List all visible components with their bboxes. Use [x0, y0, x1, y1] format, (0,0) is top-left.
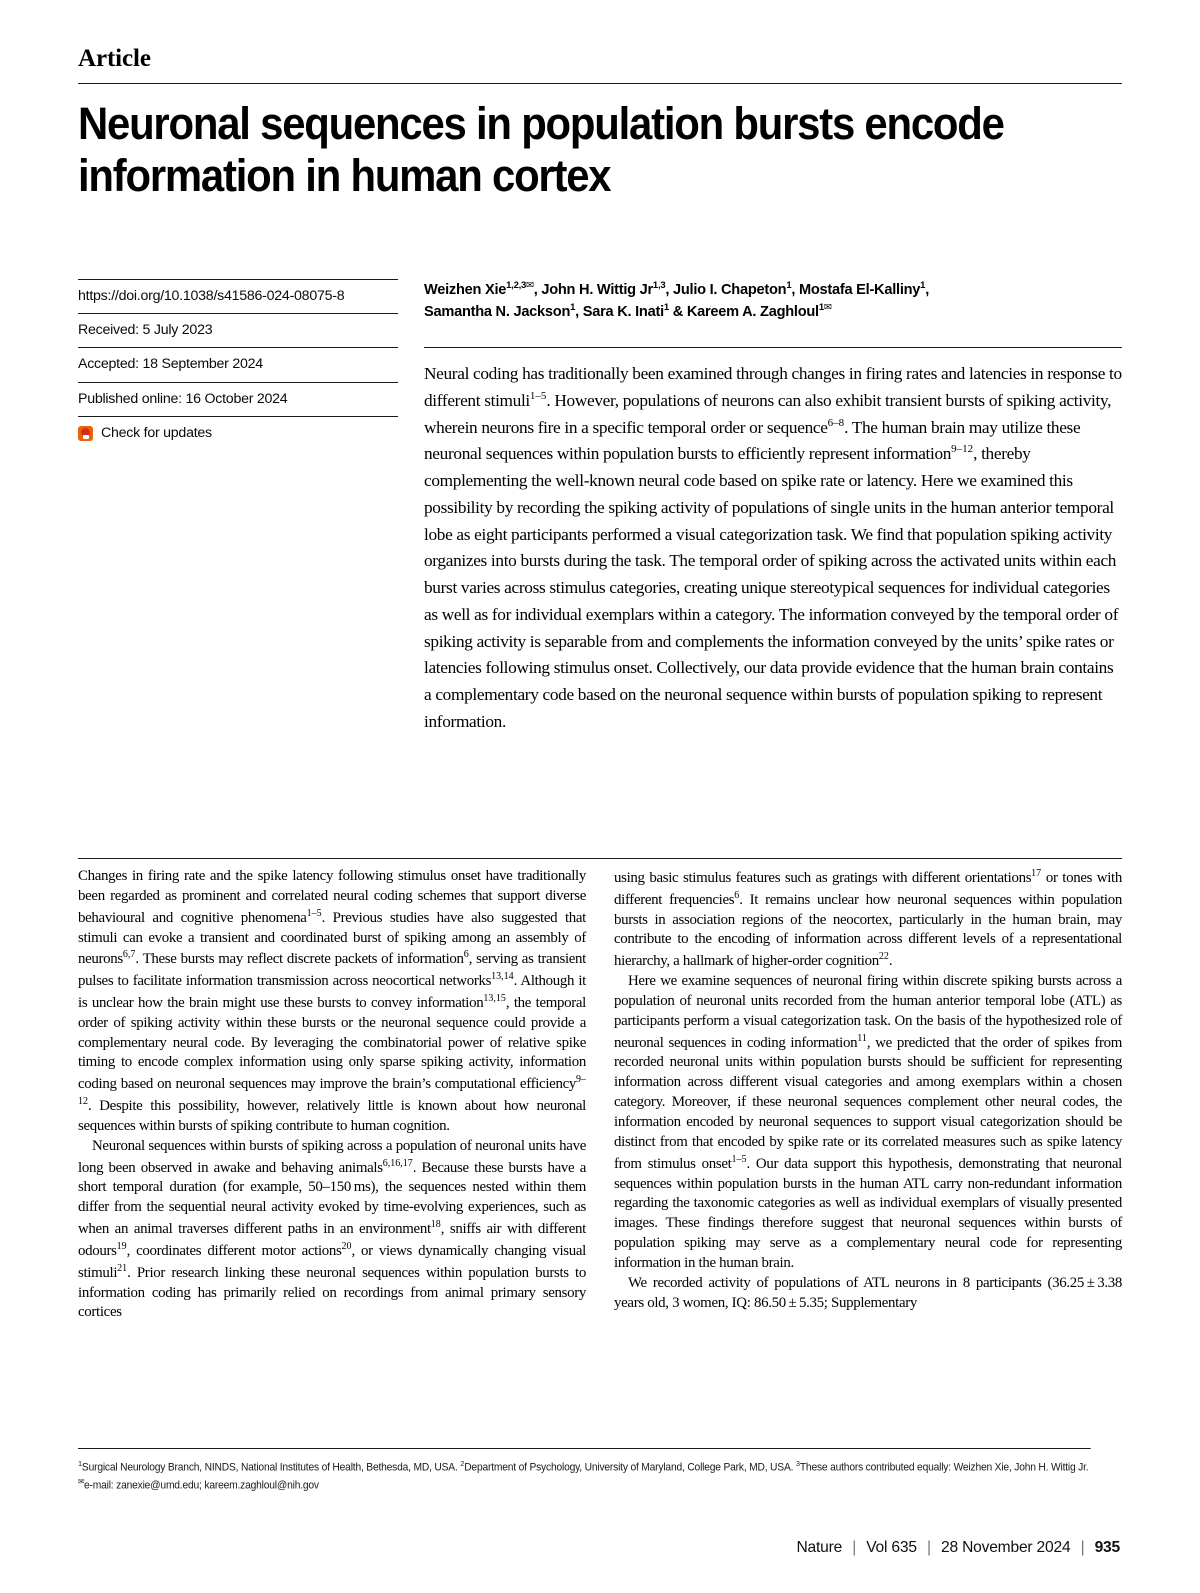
crossmark-icon: [78, 426, 93, 441]
body-paragraph: Changes in firing rate and the spike latency following stimulus onset have traditionally been regarded as prominent and correlated neural coding schemes that support diverse behavioural and cognitive phenomena$^{1-5}$. Previous studies have also suggested that stimuli can evoke a transient and coordinated burst of spiking among an assembly of neurons$^{6,7}$. These bursts may reflect discrete packets of information$^6$, serving as transient pulses to facilitate information transmission across neocortical networks$^{13,14}$. Although it is unclear how the brain might use these bursts to convey information$^{13,15}$, the temporal order of spiking activity within these bursts or the neuronal sequence could provide a complementary neural code. By leveraging the combinatorial power of relative spike timing to encode complex information using only sparse spiking activity, information coding based on neuronal sequences may improve the brain’s computational efficiency$^{9-12}$. Despite this possibility, however, relatively little is known about how neuronal sequences within bursts of spiking contribute to human cognition.: [78, 868, 586, 1134]
received-date: Received: 5 July 2023: [78, 313, 398, 347]
doi-link[interactable]: https://doi.org/10.1038/s41586-024-08075-8: [78, 279, 398, 313]
body-paragraph: using basic stimulus features such as gratings with different orientations$^{17}$ or tones with different frequencies$^6$. It remains unclear how neuronal sequences within population bursts in association regions of the neocortex, particularly in the human brain, may contribute to the encoding of information across different levels of a representational hierarchy, a hallmark of higher-order cognition$^{22}$.: [614, 868, 1122, 970]
footer-journal: Nature: [796, 1539, 843, 1556]
affiliation-footnote: $^1$Surgical Neurology Branch, NINDS, National Institutes of Health, Bethesda, MD, USA. $^2$Department of Psychology, University of Maryland, College Park, MD, USA. $^3$These authors contributed equally: Weizhen Xie, John H. Wittig Jr. ✉e-mail: zanexie@umd.edu; kareem.zaghloul@nih.gov: [78, 1448, 1091, 1494]
author-line-2: Samantha N. Jackson$^1$, Sara K. Inati$^1$ & Kareem A. Zaghloul$^{1✉}$: [424, 302, 832, 321]
body-divider: [78, 858, 1122, 859]
accepted-date: Accepted: 18 September 2024: [78, 347, 398, 381]
footer-separator-1: |: [852, 1539, 857, 1556]
page-footer: [796, 1539, 1120, 1557]
check-for-updates-label: Check for updates: [101, 424, 212, 441]
body-paragraph: Here we examine sequences of neuronal firing within discrete spiking bursts across a population of neuronal units recorded from the human anterior temporal lobe (ATL) as participants perform a visual categorization task. On the basis of the hypothesized role of neuronal sequences in coding information$^{11}$, we predicted that the order of spikes from recorded neuronal units within population bursts should be sufficient for representing information across different visual categories and among exemplars within a chosen category. Moreover, if these neuronal sequences complement other neural codes, the information encoded by neuronal sequences to support visual categorization should be distinct from that encoded by spike rate or its correlated measures such as spike latency from stimulus onset$^{1-5}$. Our data support this hypothesis, demonstrating that neuronal sequences within population bursts in the human ATL carry non-redundant information regarding the taxonomic categories as well as individual exemplars of visually presented images. These findings therefore suggest that neuronal sequences within bursts of population spiking may serve as a complementary neural code for representing information in the human brain.: [614, 973, 1122, 1271]
body-column-right: [614, 867, 1122, 1323]
author-list: [424, 279, 1122, 323]
footer-separator-3: |: [1080, 1539, 1085, 1556]
body-column-left: [78, 867, 586, 1323]
published-date: Published online: 16 October 2024: [78, 382, 398, 416]
author-line-1: Weizhen Xie$^{1,2,3✉}$, John H. Wittig Jr$^{1,3}$, Julio I. Chapeton$^1$, Mostafa El-Kalliny$^1$,: [424, 280, 930, 298]
footer-separator-2: |: [927, 1539, 931, 1556]
abstract-text: Neural coding has traditionally been examined through changes in firing rates and latencies in response to different stimuli$^{1-5}$. However, populations of neurons can also exhibit transient bursts of spiking activity, wherein neurons fire in a specific temporal order or sequence$^{6-8}$. The human brain may utilize these neuronal sequences within population bursts to efficiently represent information$^{9-12}$, thereby complementing the well-known neural code based on spike rate or latency. Here we examined this possibility by recording the spiking activity of populations of single units in the human anterior temporal lobe as eight participants performed a visual categorization task. We find that population spiking activity organizes into bursts during the task. The temporal order of spiking across the activated units within each burst varies across stimulus categories, creating unique stereotypical sequences for individual categories as well as for individual exemplars within a category. The information conveyed by the temporal order of spiking activity is separable from and complements the information conveyed by the units’ spike rates or latencies following stimulus onset. Collectively, our data provide evidence that the human brain contains a complementary code based on the neuronal sequence within bursts of population spiking to represent information.: [424, 347, 1122, 735]
footer-date: 28 November 2024: [941, 1539, 1071, 1556]
check-for-updates[interactable]: [78, 416, 398, 450]
abstract-block: [424, 279, 1122, 735]
masthead: [78, 46, 1122, 202]
body-paragraph: Neuronal sequences within bursts of spiking across a population of neuronal units have long been observed in awake and behaving animals$^{6,16,17}$. Because these bursts have a short temporal duration (for example, 50–150 ms), the sequences nested within them differ from the sequential neural activity evoked by time-evolving experiences, such as when an animal traverses different paths in an environment$^{18}$, sniffs air with different odours$^{19}$, coordinates different motor actions$^{20}$, or views dynamically changing visual stimuli$^{21}$. Prior research linking these neuronal sequences within population bursts to information coding has primarily relied on recordings from animal primary sensory cortices: [78, 1137, 587, 1321]
footer-volume: Vol 635: [866, 1539, 917, 1556]
body-paragraph: We recorded activity of populations of ATL neurons in 8 participants (36.25 ± 3.38 years old, 3 women, IQ: 86.50 ± 5.35; Supplementary: [614, 1274, 1122, 1311]
footer-page-number: 935: [1094, 1539, 1120, 1556]
publication-metadata: [78, 279, 398, 450]
masthead-divider: [78, 83, 1122, 84]
page-title: Neuronal sequences in population bursts encode information in human cortex: [78, 98, 1004, 202]
article-kicker: Article: [78, 45, 151, 72]
article-body: [78, 858, 1122, 1323]
meta-abstract-block: [78, 279, 1122, 735]
